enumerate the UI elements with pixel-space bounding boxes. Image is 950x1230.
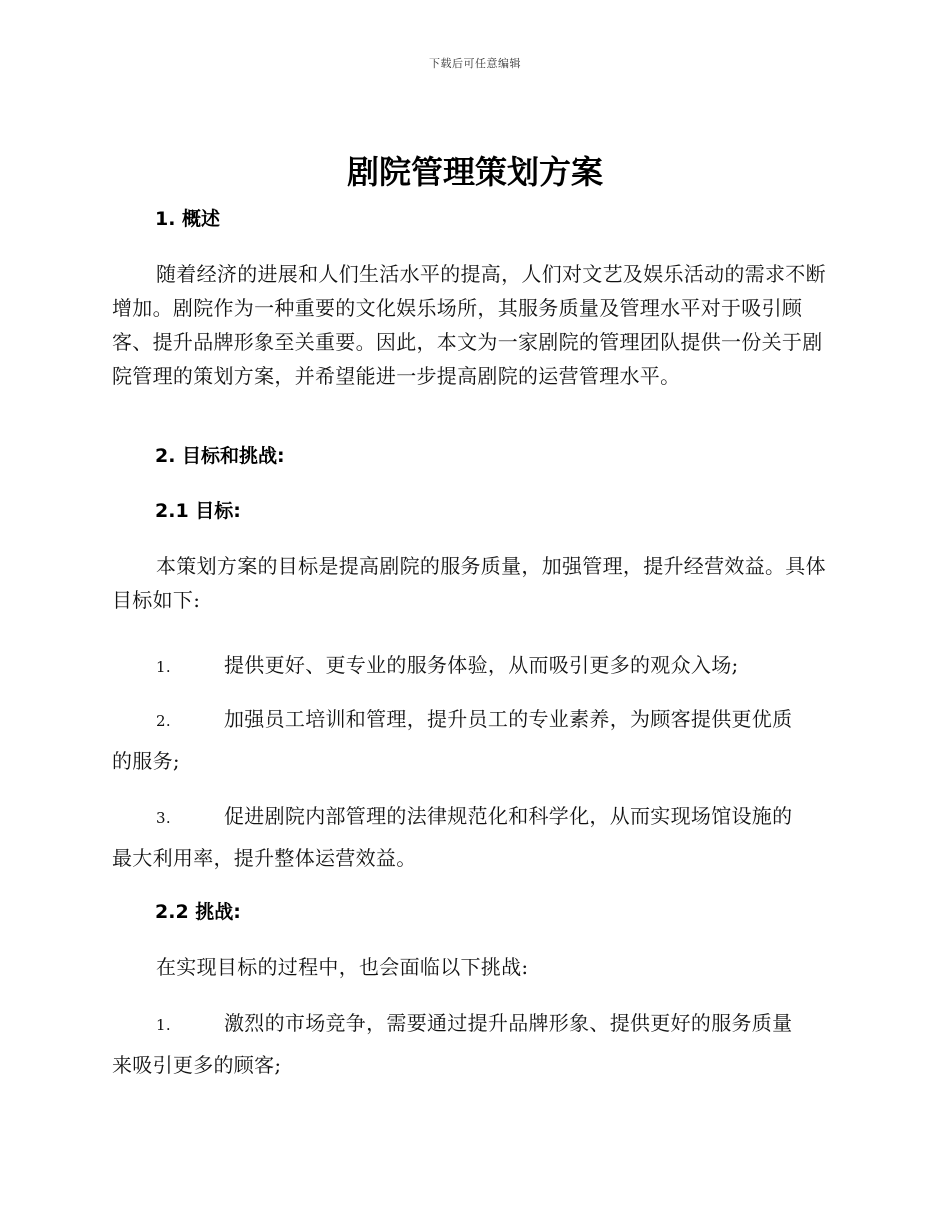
header-note: 下载后可任意编辑 bbox=[429, 57, 521, 70]
list-line bbox=[112, 699, 838, 741]
goals-intro-paragraph: 本策划方案的目标是提高剧院的服务质量，加强管理，提升经营效益。具体目标如下: bbox=[112, 554, 826, 612]
list-number: 1. bbox=[156, 1016, 171, 1034]
section-heading-challenges: 2.2 挑战: bbox=[155, 901, 241, 923]
list-line-continued: 来吸引更多的顾客; bbox=[112, 1053, 282, 1077]
list-line-continued: 的服务; bbox=[112, 749, 180, 773]
challenges-intro-paragraph: 在实现目标的过程中，也会面临以下挑战: bbox=[156, 955, 529, 979]
list-line bbox=[112, 645, 838, 687]
list-text: 促进剧院内部管理的法律规范化和科学化，从而实现场馆设施的 bbox=[224, 804, 793, 828]
goals-list-item bbox=[112, 699, 838, 781]
challenges-list-item bbox=[112, 1003, 838, 1085]
overview-paragraph: 随着经济的进展和人们生活水平的提高，人们对文艺及娱乐活动的需求不断增加。剧院作为一种重要的文化娱乐场所，其服务质量及管理水平对于吸引顾客、提升品牌形象至关重要。因此，本文为一家剧院的管理团队提供一份关于剧院管理的策划方案，并希望能进一步提高剧院的运营管理水平。 bbox=[112, 262, 826, 388]
section-heading-goals: 2.1 目标: bbox=[155, 500, 241, 522]
section-heading-overview: 1. 概述 bbox=[155, 208, 221, 230]
list-text: 加强员工培训和管理，提升员工的专业素养，为顾客提供更优质 bbox=[224, 707, 793, 731]
list-line-continued: 最大利用率，提升整体运营效益。 bbox=[112, 846, 417, 870]
list-number: 1. bbox=[156, 658, 171, 676]
goals-list-item bbox=[112, 796, 838, 878]
document-title: 剧院管理策划方案 bbox=[346, 153, 603, 191]
list-number: 2. bbox=[156, 712, 171, 730]
list-number: 3. bbox=[156, 809, 171, 827]
list-text: 激烈的市场竞争，需要通过提升品牌形象、提供更好的服务质量 bbox=[224, 1011, 793, 1035]
goals-list-item bbox=[112, 645, 838, 687]
section-heading-goals-challenges: 2. 目标和挑战: bbox=[155, 445, 285, 467]
list-text: 提供更好、更专业的服务体验，从而吸引更多的观众入场; bbox=[224, 653, 739, 677]
list-line bbox=[112, 796, 838, 838]
list-line bbox=[112, 1003, 838, 1045]
